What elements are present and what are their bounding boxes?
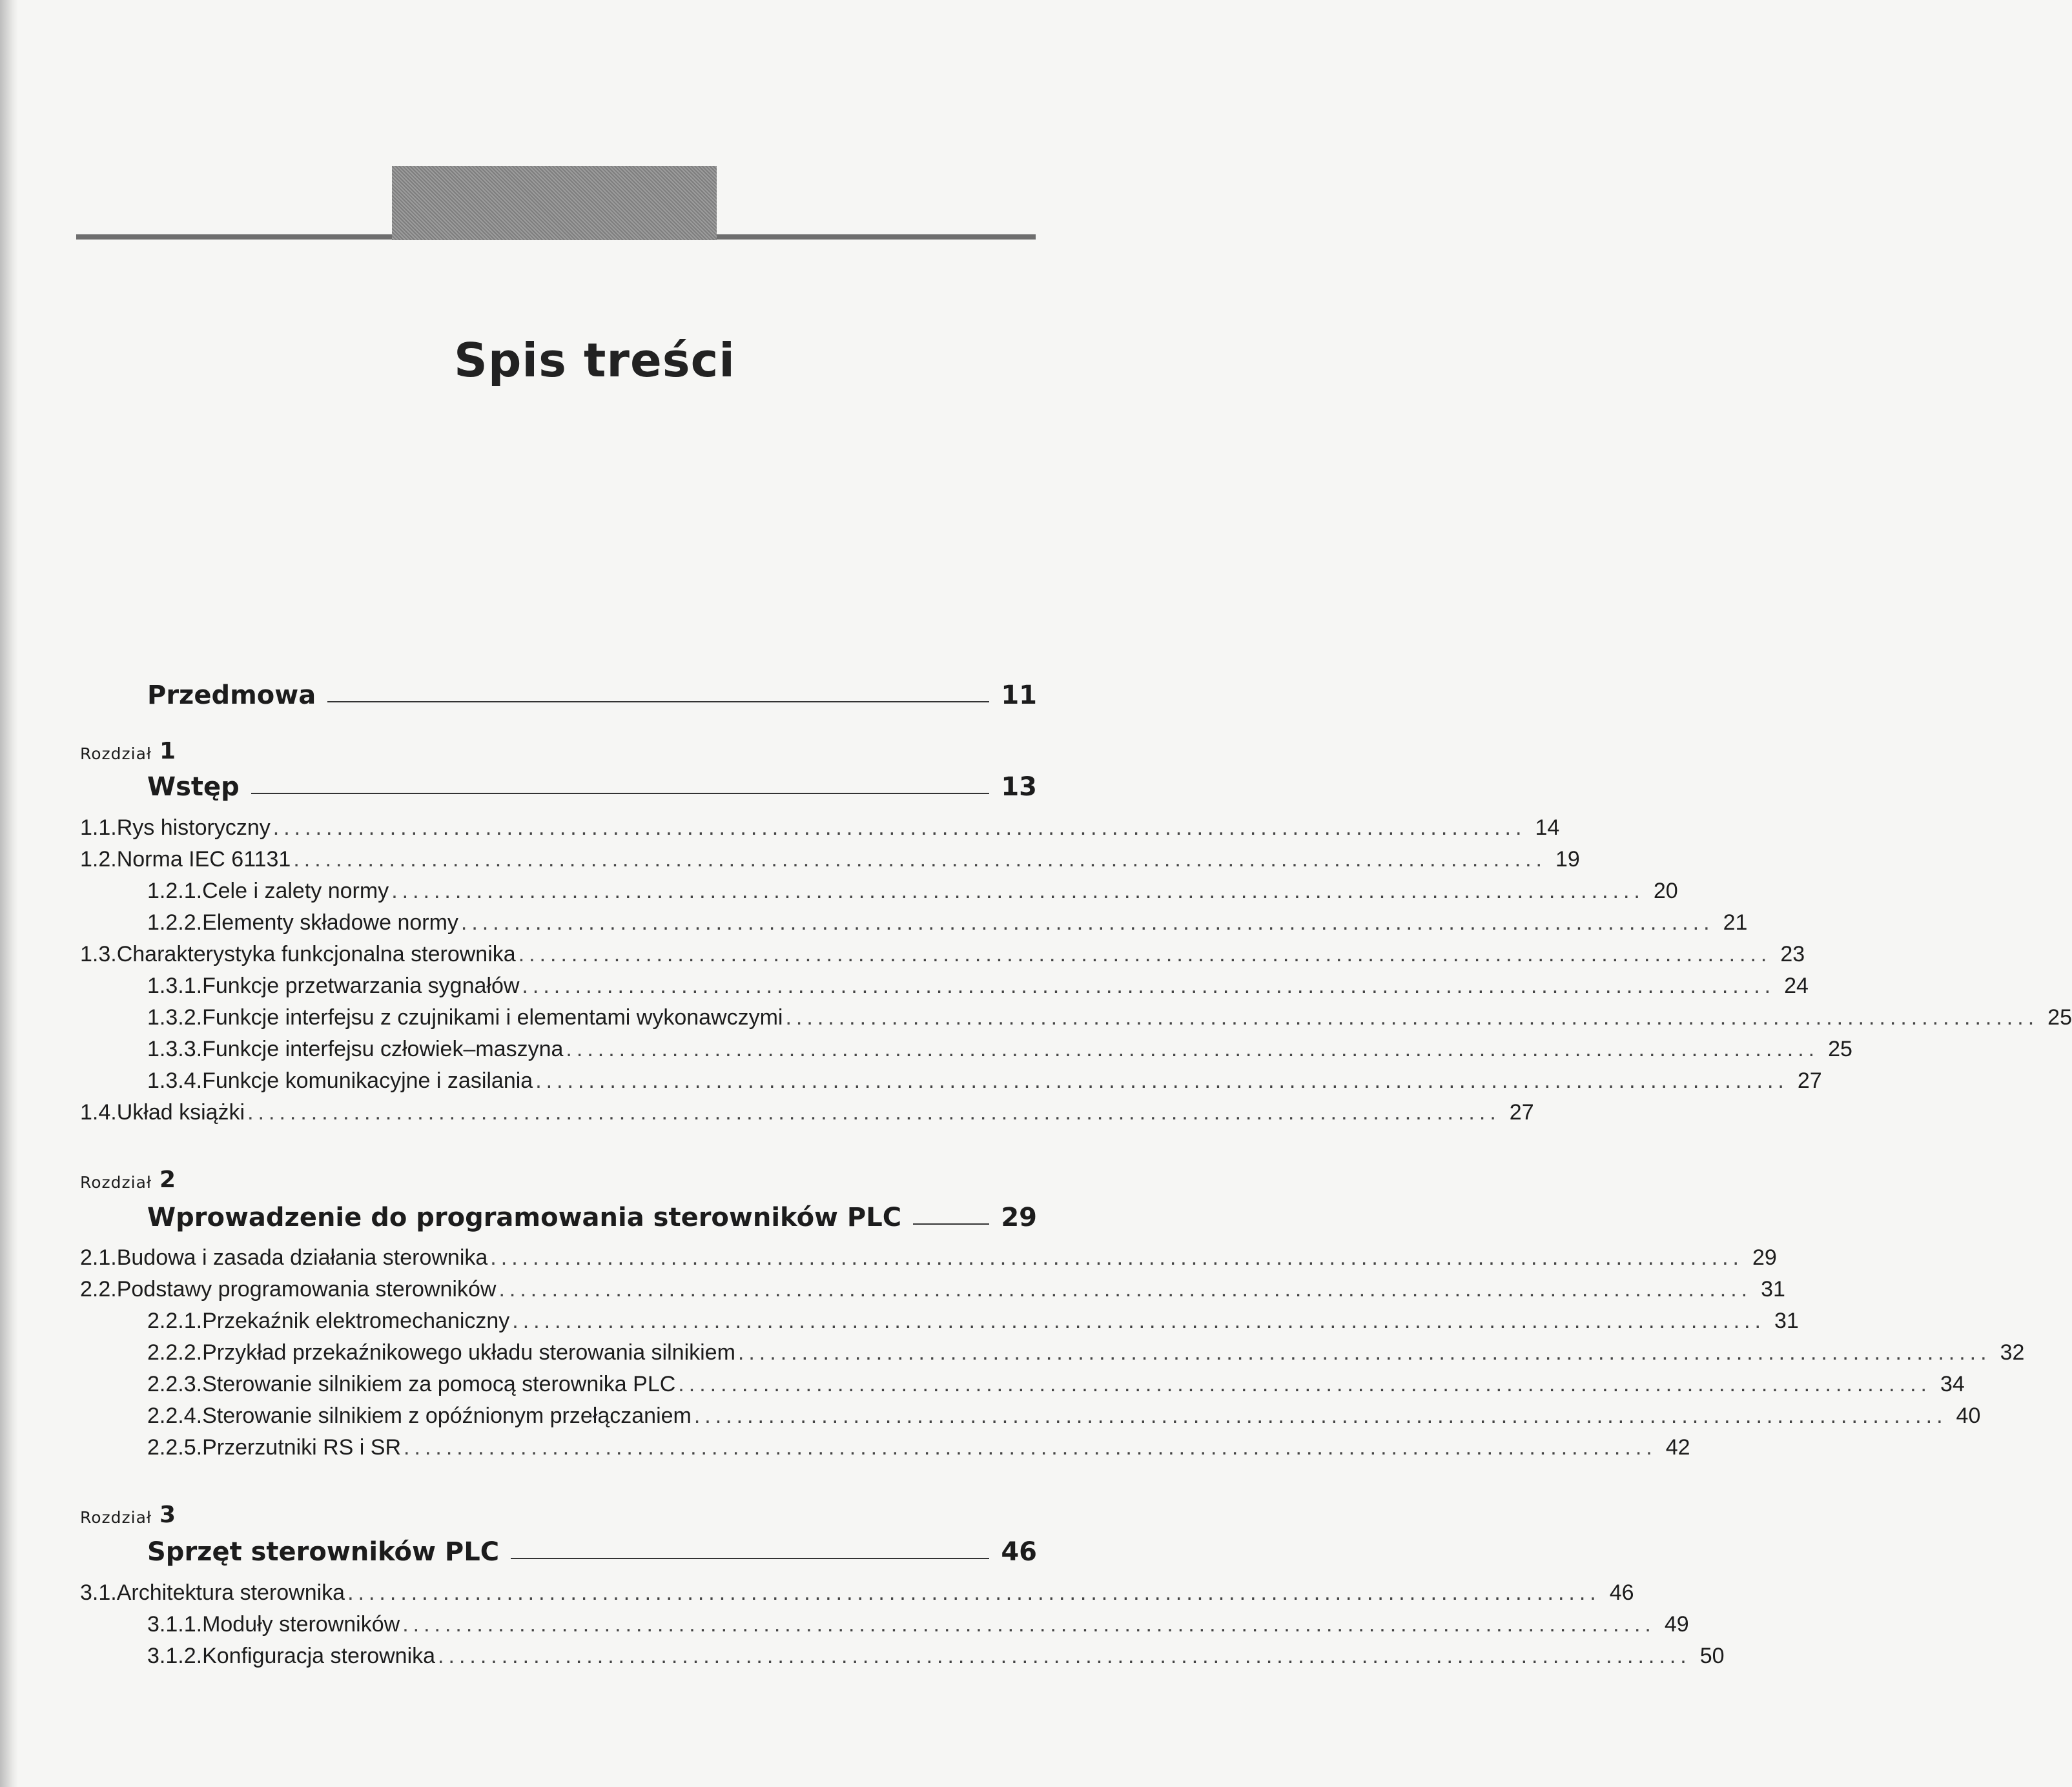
entry-page: 24 [1784,974,1809,998]
dot-leader: ...................................................................................................................... [460,910,1714,935]
page-title: Spis treści [454,333,735,388]
entry-number: 2.2.1. [147,1309,203,1333]
entry-page: 27 [1509,1100,1534,1125]
chapter-number: 2 [159,1167,176,1193]
entry-page: 32 [2000,1340,2025,1365]
leader-line [511,1558,989,1559]
toc-chapter-2[interactable] [147,1194,1037,1232]
dot-leader: ...................................................................................................................... [293,847,1546,872]
entry-number: 1.2.1. [147,879,203,903]
chapter-word: Rozdział [80,744,152,763]
entry-text: Funkcje komunikacyjne i zasilania [202,1068,533,1093]
entry-page: 25 [2047,1005,2072,1030]
entry-page: 27 [1797,1068,1822,1093]
entry-text: Konfiguracja sterownika [202,1644,436,1668]
dot-leader: ...................................................................................................................... [391,879,1645,903]
entry-page: 50 [1699,1644,1725,1668]
dot-leader: ...................................................................................................................... [522,974,1776,998]
dot-leader: ...................................................................................................................... [518,942,1772,966]
dot-leader: ...................................................................................................................... [693,1404,1947,1428]
entry-text: Układ książki [116,1100,245,1125]
dot-leader: ...................................................................................................................... [737,1340,1991,1365]
chapter-page: 46 [1001,1537,1037,1567]
preface-page: 11 [1001,680,1037,710]
entry-text: Przerzutniki RS i SR [202,1435,402,1460]
toc-entry-3-1-1[interactable] [147,1609,1689,1637]
toc-entry-1-3-3[interactable] [147,1034,1852,1062]
entry-number: 1.3.2. [147,1005,203,1030]
toc-entry-2-2-4[interactable] [147,1400,1981,1429]
entry-page: 29 [1752,1245,1777,1270]
entry-number: 1.3.4. [147,1068,203,1093]
entry-text: Budowa i zasada działania sterownika [116,1245,488,1270]
entry-text: Charakterystyka funkcjonalna sterownika [116,942,516,966]
entry-number: 1.3. [80,942,117,966]
chapter-1-label [80,735,176,763]
leader-line [251,793,990,794]
toc-entry-1-3-1[interactable] [147,970,1809,999]
chapter-page: 29 [1001,1203,1037,1232]
dot-leader: ...................................................................................................................... [347,1580,1601,1605]
entry-page: 21 [1723,910,1748,935]
entry-number: 2.1. [80,1245,117,1270]
toc-entry-2-2-2[interactable] [147,1337,2025,1365]
page-binding-shadow [0,0,18,1787]
leader-line [913,1223,989,1225]
chapter-2-label [80,1163,176,1192]
dot-leader: ...................................................................................................................... [785,1005,2039,1030]
header-decorative-block [392,166,717,240]
entry-page: 31 [1761,1277,1785,1302]
entry-text: Architektura sterownika [116,1580,345,1605]
entry-text: Cele i zalety normy [202,879,389,903]
entry-page: 14 [1535,815,1560,840]
toc-chapter-3[interactable] [147,1528,1037,1567]
entry-number: 3.1.1. [147,1612,203,1637]
dot-leader: ...................................................................................................................... [272,815,1526,840]
entry-text: Funkcje interfejsu człowiek–maszyna [202,1037,564,1061]
entry-text: Podstawy programowania sterowników [116,1277,497,1302]
chapter-title: Sprzęt sterowników PLC [147,1537,500,1567]
dot-leader: ...................................................................................................................... [247,1100,1501,1125]
entry-text: Moduły sterowników [202,1612,400,1637]
chapter-number: 3 [159,1502,176,1528]
entry-page: 42 [1665,1435,1690,1460]
chapter-page: 13 [1001,772,1037,802]
toc-entry-1-4[interactable] [80,1097,1534,1125]
entry-page: 23 [1780,942,1805,966]
entry-number: 1.2.2. [147,910,203,935]
entry-number: 2.2.3. [147,1372,203,1396]
dot-leader: ...................................................................................................................... [498,1277,1752,1302]
dot-leader: ...................................................................................................................... [566,1037,1820,1061]
preface-title: Przedmowa [147,680,316,710]
entry-text: Norma IEC 61131 [116,847,291,872]
dot-leader: ...................................................................................................................... [438,1644,1691,1668]
chapter-title: Wstęp [147,772,240,802]
toc-entry-2-2-1[interactable] [147,1305,1799,1334]
entry-text: Funkcje przetwarzania sygnałów [202,974,520,998]
chapter-number: 1 [159,738,176,764]
entry-text: Przekaźnik elektromechaniczny [202,1309,510,1333]
leader-line [327,701,989,702]
entry-text: Sterowanie silnikiem z opóźnionym przełączaniem [202,1404,692,1428]
toc-entry-1-2-1[interactable] [147,875,1678,904]
toc-entry-1-3-2[interactable] [147,1002,2072,1030]
entry-number: 2.2.5. [147,1435,203,1460]
toc-entry-3-1-2[interactable] [147,1640,1725,1669]
chapter-word: Rozdział [80,1173,152,1192]
entry-number: 1.1. [80,815,117,840]
entry-number: 1.3.1. [147,974,203,998]
entry-text: Rys historyczny [116,815,271,840]
entry-number: 2.2.2. [147,1340,203,1365]
entry-page: 31 [1774,1309,1799,1333]
toc-entry-2-2-5[interactable] [147,1432,1690,1460]
toc-entry-1-1[interactable] [80,812,1560,841]
toc-entry-1-3[interactable] [80,939,1805,967]
entry-page: 49 [1664,1612,1689,1637]
entry-number: 3.1.2. [147,1644,203,1668]
chapter-title: Wprowadzenie do programowania sterowników PLC [147,1203,902,1232]
entry-number: 1.2. [80,847,117,872]
toc-entry-1-2[interactable] [80,844,1580,872]
toc-preface[interactable] [147,671,1037,710]
entry-number: 1.3.3. [147,1037,203,1061]
dot-leader: ...................................................................................................................... [678,1372,1931,1396]
chapter-word: Rozdział [80,1508,152,1527]
dot-leader: ...................................................................................................................... [404,1435,1657,1460]
entry-page: 40 [1956,1404,1981,1428]
toc-entry-3-1[interactable] [80,1577,1634,1606]
entry-page: 19 [1555,847,1580,872]
entry-text: Elementy składowe normy [202,910,458,935]
entry-page: 25 [1828,1037,1852,1061]
toc-entry-1-3-4[interactable] [147,1065,1822,1094]
entry-page: 20 [1653,879,1678,903]
toc-entry-2-2-3[interactable] [147,1369,1965,1397]
entry-number: 2.2. [80,1277,117,1302]
dot-leader: ...................................................................................................................... [402,1612,1656,1637]
entry-number: 2.2.4. [147,1404,203,1428]
entry-text: Przykład przekaźnikowego układu sterowania silnikiem [202,1340,735,1365]
entry-text: Funkcje interfejsu z czujnikami i elementami wykonawczymi [202,1005,783,1030]
toc-entry-2-1[interactable] [80,1242,1777,1271]
chapter-3-label [80,1498,176,1527]
entry-text: Sterowanie silnikiem za pomocą sterownika PLC [202,1372,676,1396]
dot-leader: ...................................................................................................................... [490,1245,1743,1270]
entry-page: 46 [1609,1580,1634,1605]
dot-leader: ...................................................................................................................... [535,1068,1789,1093]
entry-page: 34 [1940,1372,1965,1396]
entry-number: 3.1. [80,1580,117,1605]
toc-chapter-1[interactable] [147,763,1037,802]
entry-number: 1.4. [80,1100,117,1125]
dot-leader: ...................................................................................................................... [512,1309,1765,1333]
toc-entry-2-2[interactable] [80,1274,1785,1302]
toc-entry-1-2-2[interactable] [147,907,1748,935]
